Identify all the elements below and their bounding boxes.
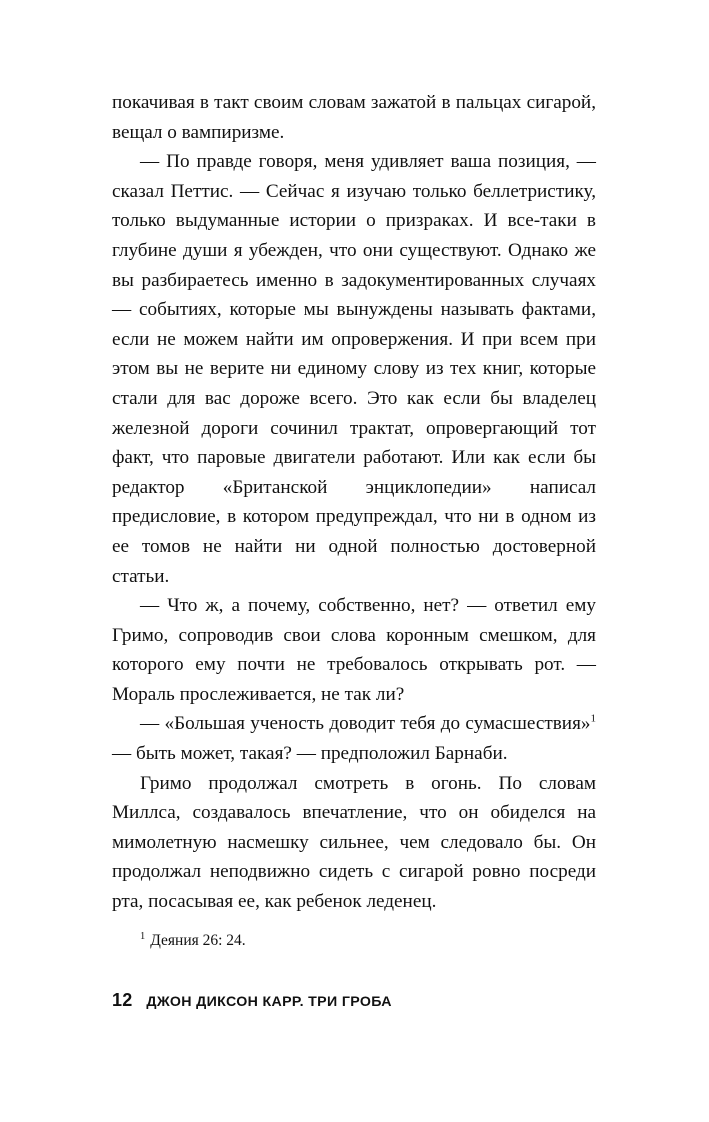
footnote-marker: 1 — [140, 930, 146, 942]
footnote-text: Деяния 26: 24. — [150, 932, 246, 949]
page-text-block — [112, 88, 596, 917]
footnote-1 — [112, 930, 596, 952]
footnote-area — [112, 930, 596, 952]
paragraph-4-text-before-note: — «Большая ученость доводит тебя до сумасшествия» — [140, 713, 591, 735]
paragraph-2: — По правде говоря, меня удивляет ваша позиция, — сказал Петтис. — Сейчас я изучаю только беллетристику, только выдуманные истории о призраках. И все-таки в глубине души я убежден, что они существуют. Однако же вы разбираетесь именно в задокументированных случаях — событиях, которые мы вынуждены называть фактами, если не можем найти им опровержения. И при всем при этом вы не верите ни единому слову из тех книг, которые стали для вас дороже всего. Это как если бы владелец железной дороги сочинил трактат, опровергающий тот факт, что паровые двигатели работают. Или как если бы редактор «Британской энциклопедии» написал предисловие, в котором предупреждал, что ни в одном из ее томов не найти ни одной полностью достоверной статьи. — [112, 151, 596, 587]
paragraph-5: Гримо продолжал смотреть в огонь. По словам Миллса, создавалось впечатление, что он обиделся на мимолетную насмешку сильнее, чем следовало бы. Он продолжал неподвижно сидеть с сигарой ровно посреди рта, посасывая ее, как ребенок леденец. — [112, 772, 596, 913]
paragraph-1: покачивая в такт своим словам зажатой в пальцах сигарой, вещал о вампиризме. — [112, 92, 596, 143]
page-number: 12 — [112, 990, 133, 1010]
footnote-reference-marker: 1 — [590, 713, 596, 726]
paragraph-4-text-after-note: — быть может, такая? — предположил Барнаби. — [112, 743, 508, 765]
running-title: ДЖОН ДИКСОН КАРР. ТРИ ГРОБА — [146, 994, 392, 1010]
paragraph-3: — Что ж, а почему, собственно, нет? — ответил ему Гримо, сопроводив свои слова коронным смешком, для которого ему почти не требовалось открывать рот. — Мораль прослеживается, не так ли? — [112, 595, 596, 705]
paragraph-4 — [112, 709, 596, 768]
page-footer — [112, 990, 596, 1011]
